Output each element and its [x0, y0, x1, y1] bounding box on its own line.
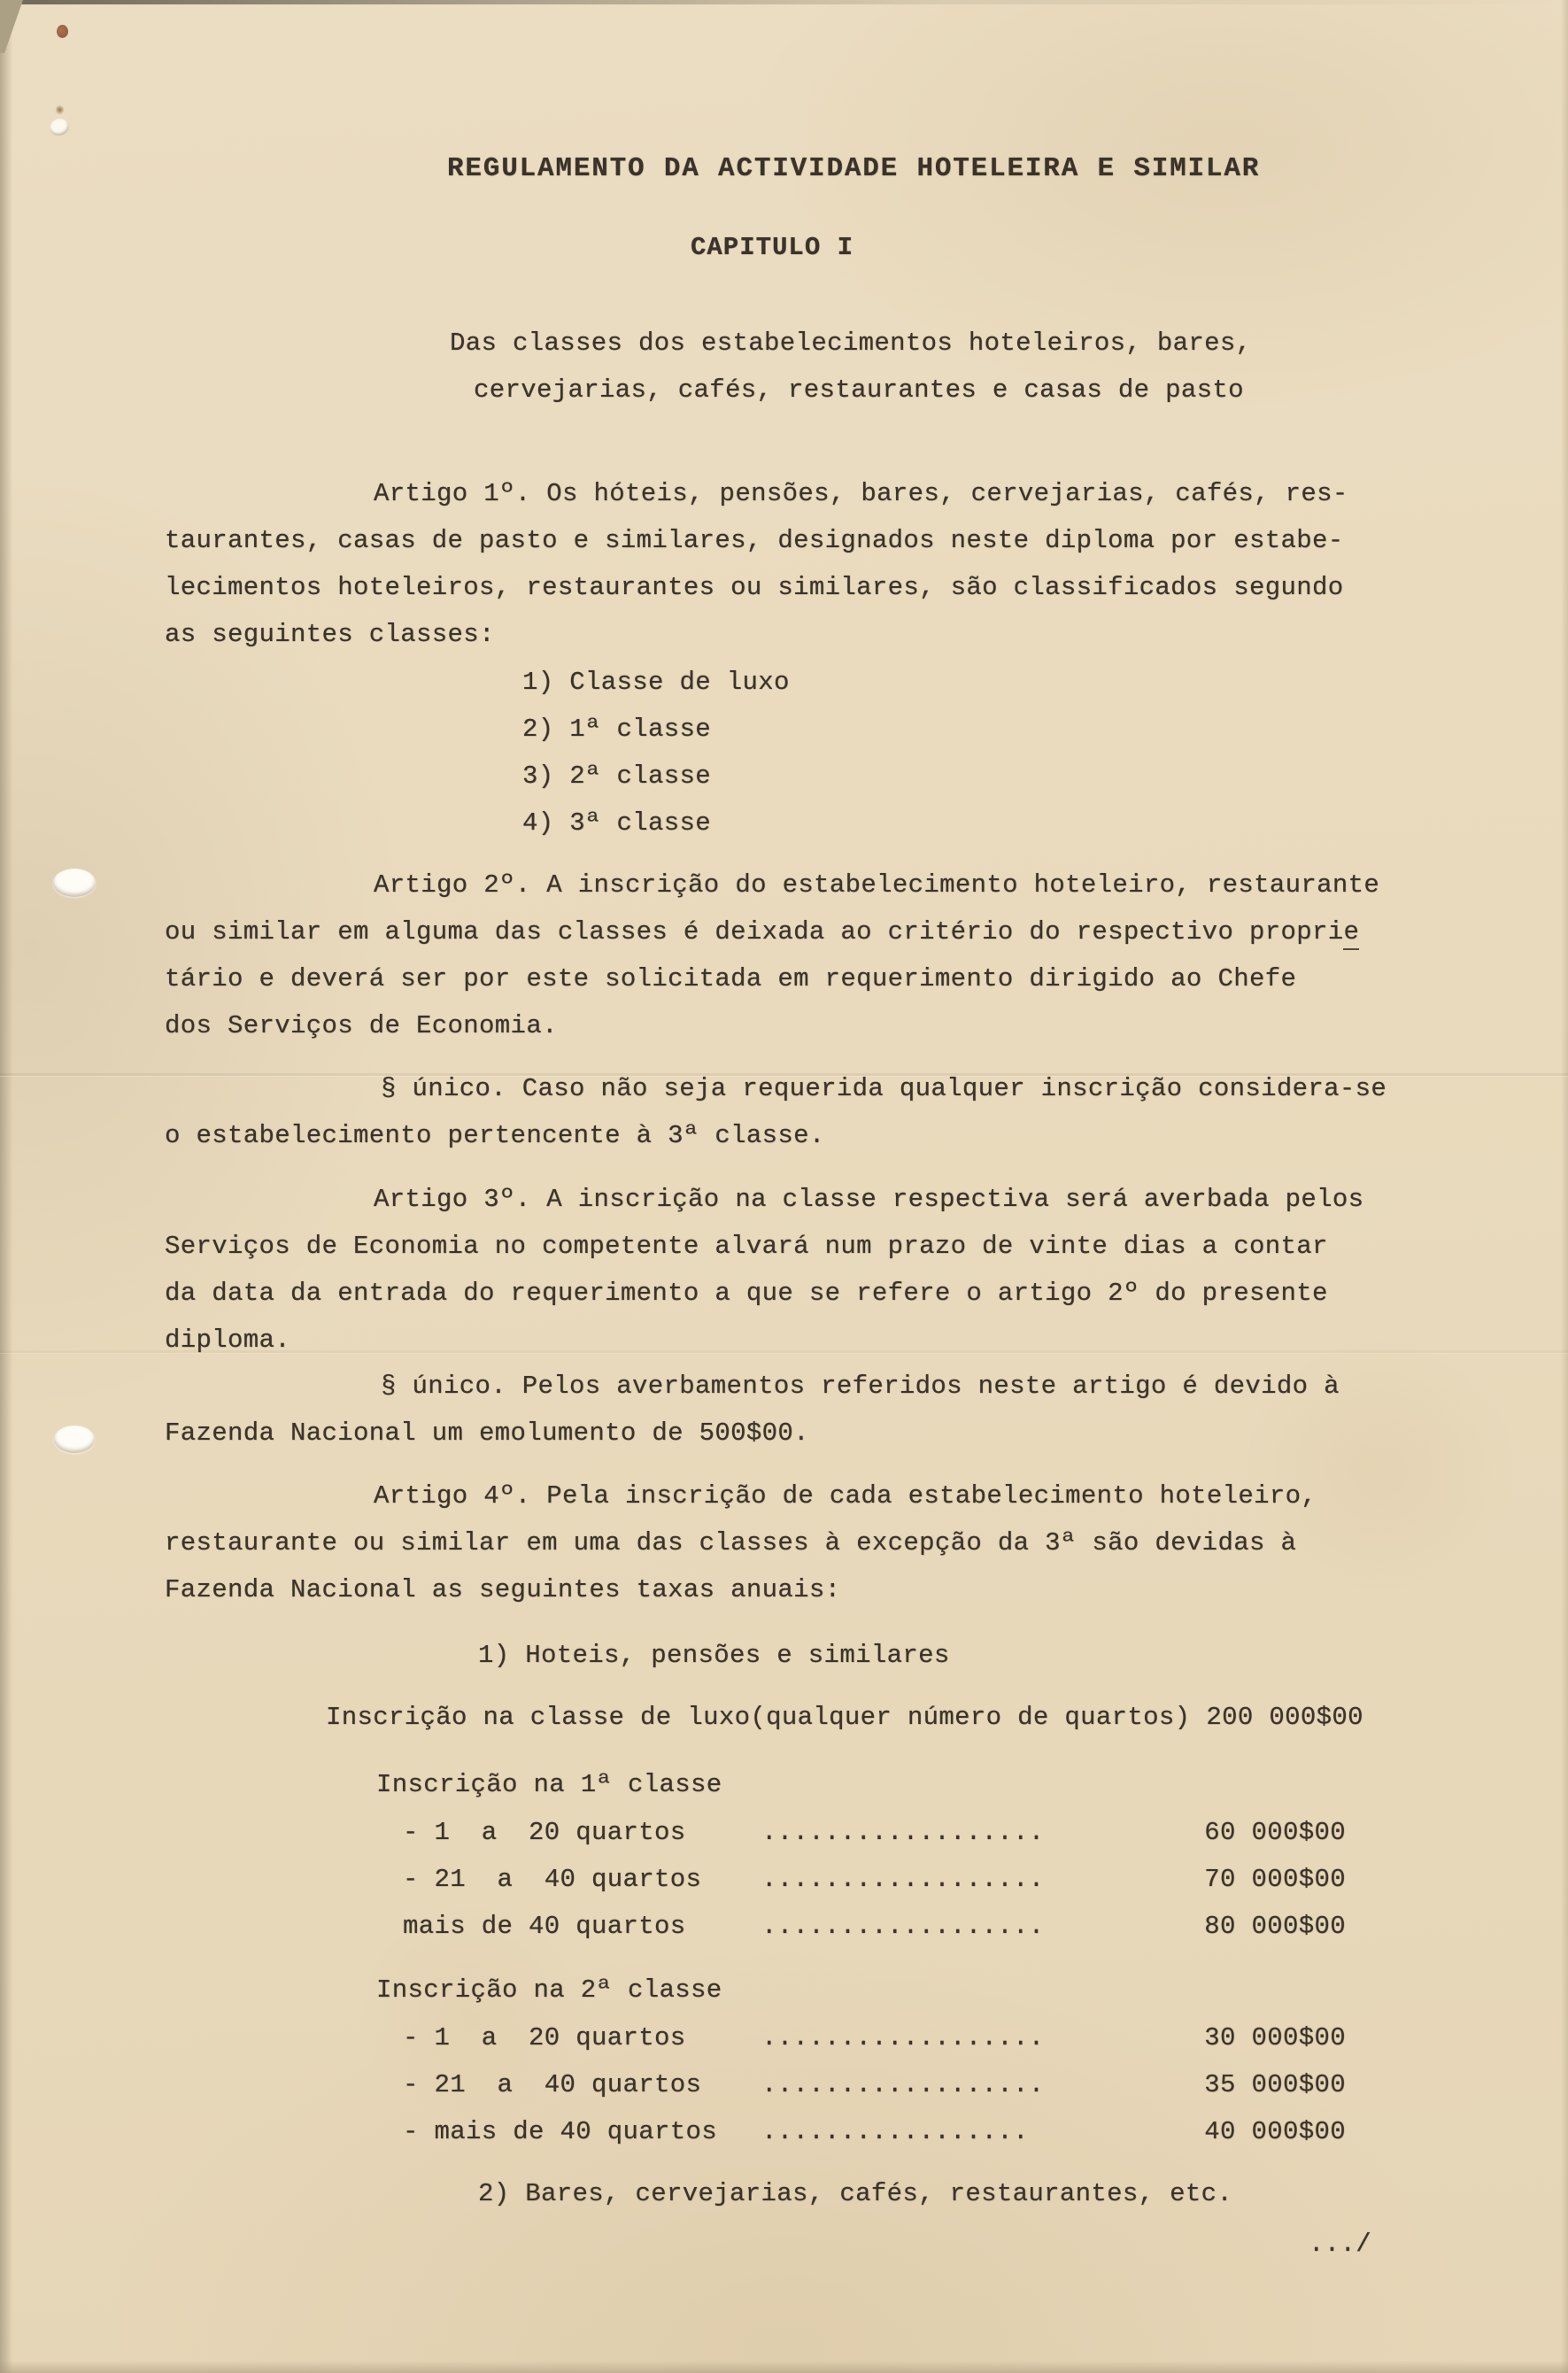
article-1-line: lecimentos hoteleiros, restaurantes ou similares, são classificados segundo — [165, 573, 1344, 602]
fee-row-label: - 21 a 40 quartos — [403, 1865, 702, 1894]
scan-edge-right — [1561, 0, 1568, 2373]
article-3-line: diploma. — [165, 1326, 291, 1355]
article-4-line: Fazenda Nacional as seguintes taxas anuais: — [165, 1575, 841, 1604]
fee-row-amount: 30 000$00 — [1204, 2023, 1346, 2052]
hyphenation-underline: e — [1343, 917, 1359, 950]
fee-row — [403, 2117, 1346, 2147]
fee-row-label: - mais de 40 quartos — [403, 2117, 718, 2146]
article-3-line: Artigo 3º. A inscrição na classe respectiva será averbada pelos — [374, 1185, 1364, 1214]
article-4-line: Artigo 4º. Pela inscrição de cada estabelecimento hoteleiro, — [374, 1481, 1317, 1511]
class-list-item: 4) 3ª classe — [522, 808, 712, 838]
fees-section-2-heading: 2) Bares, cervejarias, cafés, restaurantes, etc. — [478, 2179, 1233, 2208]
fee-row-amount: 35 000$00 — [1204, 2070, 1346, 2099]
fee-row-leader: .................. — [761, 1865, 1045, 1894]
fee-row — [403, 2070, 1346, 2100]
article-2-line: dos Serviços de Economia. — [165, 1011, 558, 1040]
article-2-line — [165, 917, 1359, 947]
fee-row-label: - 1 a 20 quartos — [403, 1818, 686, 1847]
article-1-line: as seguintes classes: — [165, 620, 495, 649]
class1-fees-heading: Inscrição na 1ª classe — [376, 1770, 722, 1799]
section-subtitle-line: cervejarias, cafés, restaurantes e casas de pasto — [474, 375, 1244, 405]
punch-hole-bottom — [54, 1426, 95, 1453]
rust-speck — [56, 104, 64, 115]
paragraph-unico-line: Fazenda Nacional um emolumento de 500$00. — [165, 1418, 809, 1448]
article-2-line-text: ou similar em alguma das classes é deixada ao critério do respectivo propri — [165, 917, 1344, 947]
page-continuation-mark: .../ — [1309, 2230, 1372, 2259]
document-title: REGULAMENTO DA ACTIVIDADE HOTELEIRA E SIMILAR — [447, 153, 1261, 184]
fee-row-leader: .................. — [761, 2070, 1045, 2099]
luxury-fee-label: Inscrição na classe de luxo(qualquer número de quartos) — [326, 1703, 1191, 1732]
fee-row-label: - 21 a 40 quartos — [403, 2070, 702, 2099]
article-2-line: Artigo 2º. A inscrição do estabelecimento hoteleiro, restaurante — [374, 870, 1380, 900]
fee-row-leader: .................. — [761, 2023, 1045, 2052]
article-2-line: tário e deverá ser por este solicitada em requerimento dirigido ao Chefe — [165, 964, 1297, 993]
fee-row-leader: ................. — [761, 2117, 1029, 2146]
fee-row-label: mais de 40 quartos — [403, 1912, 686, 1941]
luxury-fee-line — [326, 1703, 1363, 1733]
fee-row-leader: .................. — [761, 1818, 1045, 1847]
fee-row-amount: 40 000$00 — [1204, 2117, 1346, 2146]
article-4-line: restaurante ou similar em uma das classes à excepção da 3ª são devidas à — [165, 1528, 1297, 1558]
scan-edge-top — [0, 0, 1568, 4]
class-list-item: 2) 1ª classe — [522, 715, 712, 744]
fee-row-amount: 60 000$00 — [1204, 1818, 1346, 1847]
paragraph-unico-line: § único. Pelos averbamentos referidos neste artigo é devido à — [381, 1372, 1340, 1401]
fee-row — [403, 1818, 1346, 1848]
fee-row — [403, 1912, 1346, 1942]
section-subtitle-line: Das classes dos estabelecimentos hoteleiros, bares, — [450, 329, 1252, 358]
fee-row — [403, 1865, 1346, 1895]
article-1-line: Artigo 1º. Os hóteis, pensões, bares, cervejarias, cafés, res- — [374, 479, 1348, 508]
paragraph-unico-line: o estabelecimento pertencente à 3ª classe. — [165, 1121, 825, 1150]
punch-hole-top — [53, 869, 96, 897]
luxury-fee-amount: 200 000$00 — [1206, 1703, 1363, 1732]
fee-row-amount: 70 000$00 — [1204, 1865, 1346, 1894]
article-3-line: Serviços de Economia no competente alvará num prazo de vinte dias a contar — [165, 1232, 1328, 1261]
fee-row-label: - 1 a 20 quartos — [403, 2023, 686, 2052]
class-list-item: 3) 2ª classe — [522, 761, 712, 791]
scan-edge-bottom — [0, 2361, 1568, 2373]
fee-row-leader: .................. — [761, 1912, 1045, 1941]
fees-section-1-heading: 1) Hoteis, pensões e similares — [478, 1641, 950, 1670]
scan-edge-left — [0, 0, 14, 2373]
fee-row — [403, 2023, 1346, 2053]
article-1-line: taurantes, casas de pasto e similares, designados neste diploma por estabe- — [165, 526, 1344, 555]
ink-stain — [57, 25, 68, 38]
class2-fees-heading: Inscrição na 2ª classe — [376, 1975, 722, 2005]
paragraph-unico-line: § único. Caso não seja requerida qualquer inscrição considera-se — [381, 1074, 1387, 1103]
fee-row-amount: 80 000$00 — [1204, 1912, 1346, 1941]
class-list-item: 1) Classe de luxo — [522, 668, 790, 697]
staple-hole — [48, 116, 72, 138]
article-3-line: da data da entrada do requerimento a que se refere o artigo 2º do presente — [165, 1279, 1328, 1308]
chapter-heading: CAPITULO I — [691, 233, 854, 262]
